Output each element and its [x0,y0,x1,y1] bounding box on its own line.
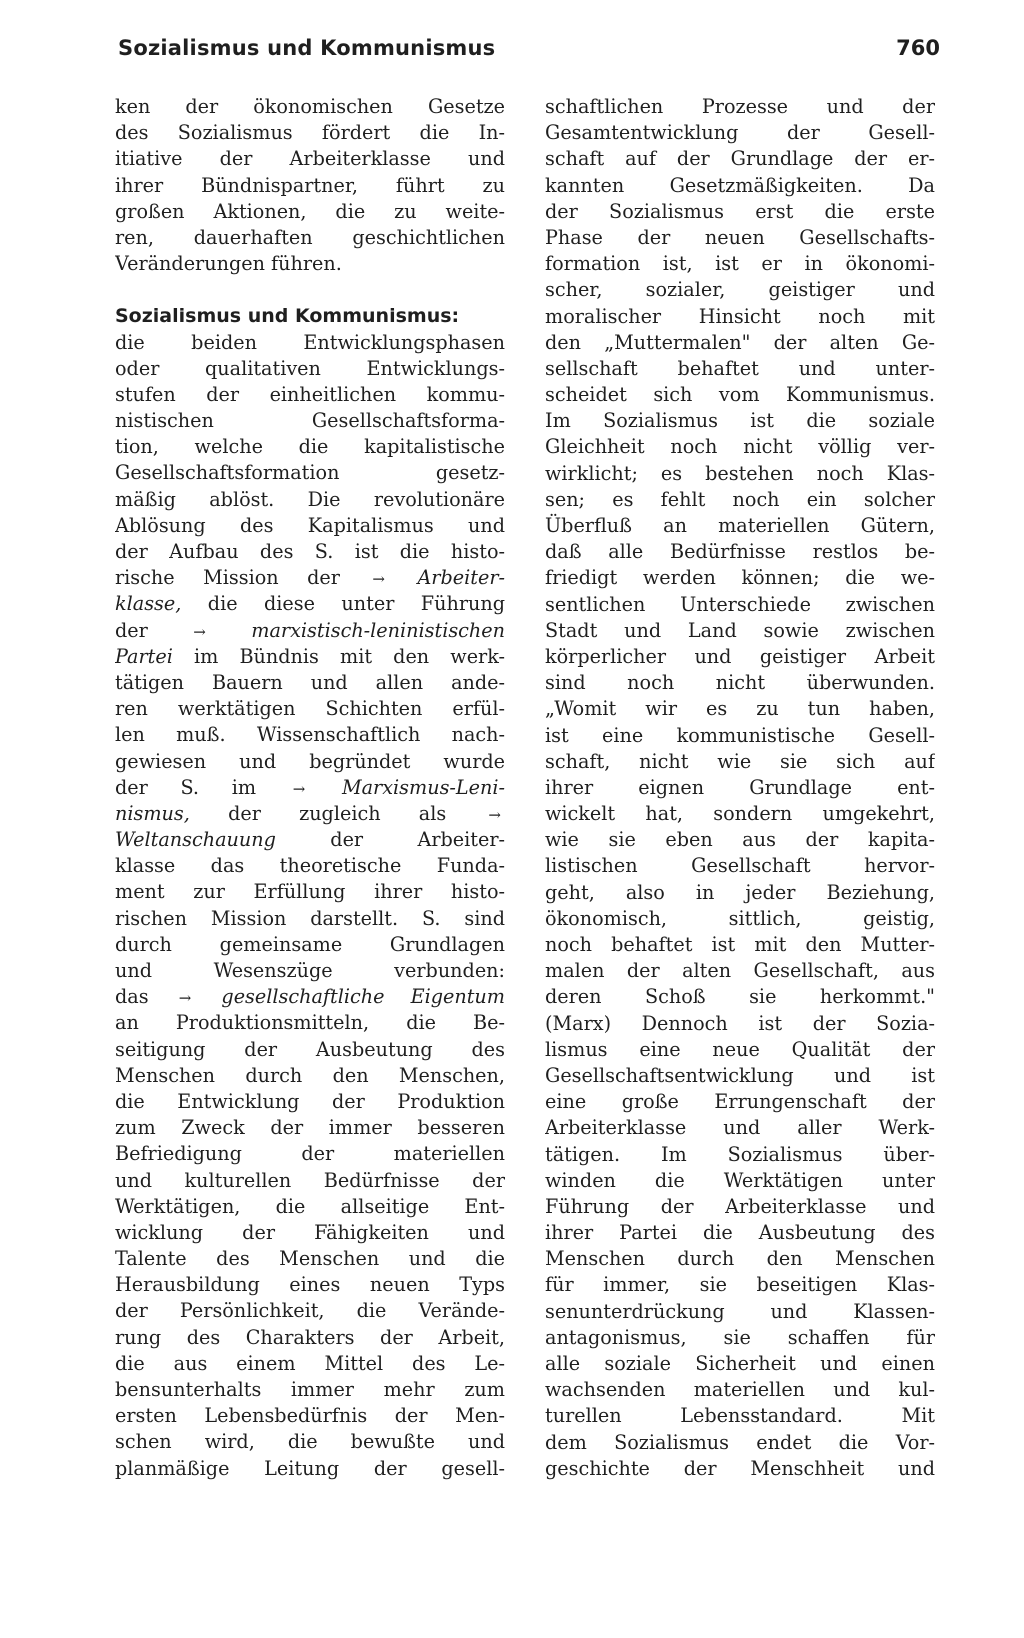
text-line: wachsenden materiellen und kul- [545,1378,935,1402]
text-line: ihrer eignen Grundlage ent- [545,775,935,799]
text-line: bensunterhalts immer mehr zum [115,1378,505,1401]
text-line: stufen der einheitlichen kommu- [115,382,505,406]
text-line: Werktätigen, die allseitige Ent- [115,1194,505,1218]
cross-reference-link[interactable]: Partei [115,644,173,668]
text-line: dem Sozialismus endet die Vor- [545,1430,935,1454]
cross-reference-link[interactable]: gesellschaftliche Eigentum [221,985,505,1009]
text-line: ren, dauerhaften geschichtlichen [115,225,505,249]
entry-headword: Sozialismus und Kommunismus: [115,305,460,328]
text-line: rung des Charakters der Arbeit, [115,1325,505,1349]
text-fragment: der Arbeiter- [330,828,505,852]
text-fragment: der [115,618,148,642]
text-line: wirklicht; es bestehen noch Klas- [545,461,935,485]
text-line: durch gemeinsame Grundlagen [115,932,505,956]
cross-reference-link[interactable]: Marxismus-Leni- [341,775,505,799]
text-line: ersten Lebensbedürfnis der Men- [115,1404,505,1428]
text-line: nistischen Gesellschaftsforma- [115,409,505,433]
running-head: Sozialismus und Kommunismus [118,36,496,60]
text-line: ihrer Bündnispartner, führt zu [115,173,505,197]
text-line: malen der alten Gesellschaft, aus [545,959,935,983]
text-line: Talente des Menschen und die [115,1247,505,1271]
text-line: und kulturellen Bedürfnisse der [115,1168,505,1192]
text-line: sellschaft behaftet und unter- [545,356,935,380]
text-line: Phase der neuen Gesellschafts- [545,225,935,249]
text-line: körperlicher und geistiger Arbeit [545,644,935,668]
text-line [115,984,505,1010]
text-line: wickelt hat, sondern umgekehrt, [545,802,935,826]
text-line [115,591,505,617]
text-line: ken der ökonomischen Gesetze [115,95,505,118]
text-line: sentlichen Unterschiede zwischen [545,592,935,616]
text-line: senunterdrückung und Klassen- [545,1299,935,1323]
text-line: an Produktionsmitteln, die Be- [115,1011,505,1035]
text-line: seitigung der Ausbeutung des [115,1037,505,1061]
text-line: der Persönlichkeit, die Verände- [115,1299,505,1323]
text-line: Überfluß an materiellen Gütern, [545,514,935,537]
text-line: ist eine kommunistische Gesell- [545,723,935,747]
left-column [115,94,505,1482]
text-line: winden die Werktätigen unter [545,1168,935,1192]
text-line: zum Zweck der immer besseren [115,1116,505,1140]
text-line: sind noch nicht überwunden. [545,671,935,695]
text-line: Gesellschaftsentwicklung und ist [545,1063,935,1087]
text-line: ment zur Erfüllung ihrer histo- [115,880,505,904]
page-number: 760 [896,36,940,60]
text-line: itiative der Arbeiterklasse und [115,147,505,171]
text-line: planmäßige Leitung der gesell- [115,1456,505,1480]
text-line: schen wird, die bewußte und [115,1430,505,1454]
text-line: oder qualitativen Entwicklungs- [115,356,505,380]
text-line: Herausbildung eines neuen Typs [115,1273,505,1297]
text-line: der Aufbau des S. ist die histo- [115,540,505,563]
text-fragment: der S. im [115,775,257,799]
text-line: Gesellschaftsformation gesetz- [115,461,505,485]
text-line: ökonomisch, sittlich, geistig, [545,906,935,930]
text-fragment: das [115,985,149,1009]
text-line: die beiden Entwicklungsphasen [115,330,505,354]
text-line: Menschen durch den Menschen, [115,1063,505,1087]
text-line [115,827,505,853]
text-fragment: im Bündnis mit den werk- [194,644,505,668]
text-line: geschichte der Menschheit und [545,1456,935,1480]
text-line: schaft auf der Grundlage der er- [545,147,935,171]
text-line [115,775,505,801]
text-line: und Wesenszüge verbunden: [115,959,505,982]
text-line: den „Muttermalen" der alten Ge- [545,330,935,354]
text-line: wicklung der Fähigkeiten und [115,1220,505,1244]
right-column [545,94,935,1482]
cross-reference-arrow-icon: → [178,989,192,1008]
cross-reference-arrow-icon: → [372,570,385,589]
text-line: Ablösung des Kapitalismus und [115,513,505,537]
text-line: scher, sozialer, geistiger und [545,278,935,302]
cross-reference-link[interactable]: klasse, [115,592,182,616]
cross-reference-link[interactable]: marxistisch-leninistischen [251,618,505,642]
text-line: großen Aktionen, die zu weite- [115,199,505,223]
text-line: „Womit wir es zu tun haben, [545,697,935,721]
text-line: Befriedigung der materiellen [115,1142,505,1166]
text-line: rischen Mission darstellt. S. sind [115,906,505,930]
text-line [115,644,505,670]
text-line [115,565,505,591]
cross-reference-arrow-icon: → [193,622,206,641]
text-line: listischen Gesellschaft hervor- [545,854,935,878]
text-line: des Sozialismus fördert die In- [115,121,505,145]
text-line: turellen Lebensstandard. Mit [545,1404,935,1428]
text-line: daß alle Bedürfnisse restlos be- [545,540,935,564]
text-line: moralischer Hinsicht noch mit [545,304,935,328]
text-line: wie sie eben aus der kapita- [545,828,935,852]
text-line: die aus einem Mittel des Le- [115,1351,505,1375]
text-line [115,618,505,644]
text-line: schaft, nicht wie sie sich auf [545,749,935,773]
text-line [115,801,505,827]
text-line: mäßig ablöst. Die revolutionäre [115,487,505,511]
text-line: die Entwicklung der Produktion [115,1089,505,1113]
text-line: Gleichheit noch nicht völlig ver- [545,435,935,459]
cross-reference-link[interactable]: Arbeiter- [417,566,505,590]
text-line: deren Schoß sie herkommt." [545,985,935,1009]
text-line: für immer, sie beseitigen Klas- [545,1273,935,1297]
text-line: schaftlichen Prozesse und der [545,95,935,118]
text-line: eine große Errungenschaft der [545,1090,935,1114]
cross-reference-arrow-icon: → [488,805,501,824]
entry-headword-line [115,303,505,329]
cross-reference-link[interactable]: nismus, [115,801,190,825]
text-line: tätigen. Im Sozialismus über- [545,1142,935,1166]
text-fragment: rische Mission der [115,566,340,590]
text-fragment: die diese unter Führung [207,592,505,616]
text-line: (Marx) Dennoch ist der Sozia- [545,1011,935,1035]
paragraph-gap [115,277,505,303]
text-line: klasse das theoretische Funda- [115,854,505,878]
text-line: ihrer Partei die Ausbeutung des [545,1221,935,1245]
text-line: formation ist, ist er in ökonomi- [545,252,935,276]
text-line: noch behaftet ist mit den Mutter- [545,933,935,956]
text-line: kannten Gesetzmäßigkeiten. Da [545,173,935,197]
text-line: friedigt werden können; die we- [545,566,935,590]
text-line: Veränderungen führen. [115,252,342,276]
text-line: sen; es fehlt noch ein solcher [545,487,935,511]
text-line: lismus eine neue Qualität der [545,1037,935,1061]
text-line: geht, also in jeder Beziehung, [545,880,935,904]
text-line: ren werktätigen Schichten erfül- [115,697,505,721]
text-line: Menschen durch den Menschen [545,1247,935,1271]
text-line: tätigen Bauern und allen ande- [115,670,505,694]
text-line: antagonismus, sie schaffen für [545,1325,935,1349]
cross-reference-arrow-icon: → [292,779,306,798]
text-line: Im Sozialismus ist die soziale [545,409,935,433]
text-line: scheidet sich vom Kommunismus. [545,383,935,407]
text-line: tion, welche die kapitalistische [115,435,505,459]
text-line: Gesamtentwicklung der Gesell- [545,121,935,145]
text-fragment: der zugleich als [228,801,447,825]
text-line: alle soziale Sicherheit und einen [545,1352,935,1375]
text-line: Arbeiterklasse und aller Werk- [545,1116,935,1140]
cross-reference-link[interactable]: Weltanschauung [115,828,276,852]
text-line: der Sozialismus erst die erste [545,199,935,223]
text-line: Führung der Arbeiterklasse und [545,1194,935,1218]
text-line: Stadt und Land sowie zwischen [545,618,935,642]
text-line: len muß. Wissenschaftlich nach- [115,723,505,747]
text-line: gewiesen und begründet wurde [115,749,505,773]
